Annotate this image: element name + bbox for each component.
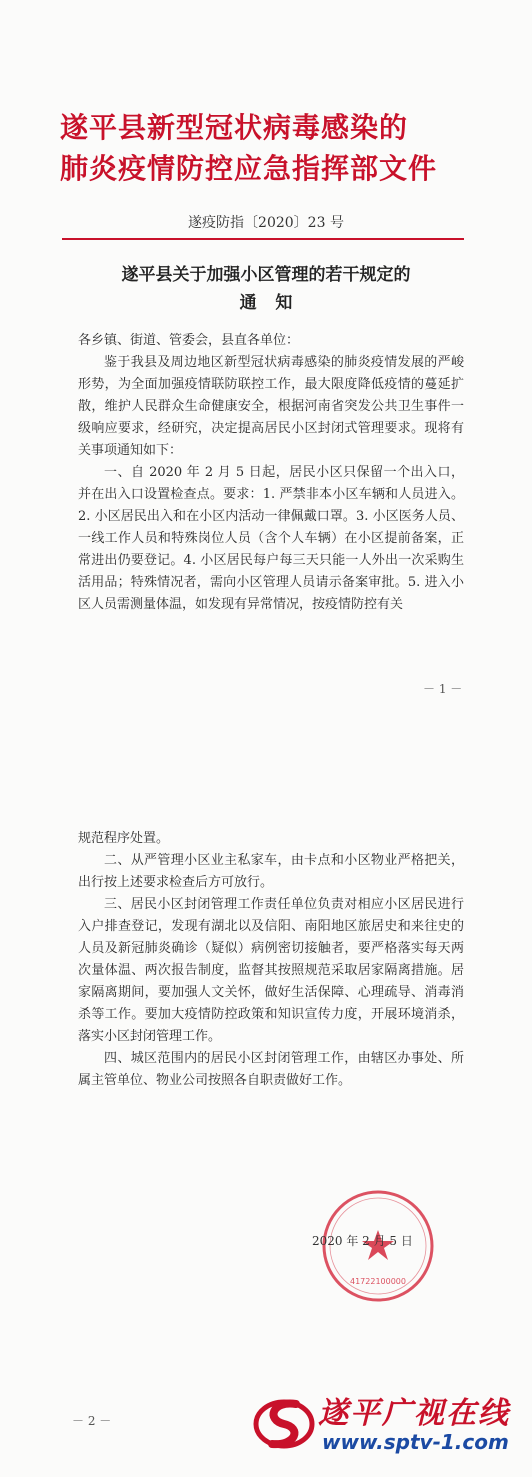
page-number: － 1 － bbox=[423, 682, 463, 696]
signature-date: 2020 年 2 月 5 日 bbox=[312, 1234, 413, 1248]
watermark-brand bbox=[252, 1384, 524, 1464]
issuing-authority-title-line2: 肺炎疫情防控应急指挥部文件 bbox=[60, 152, 438, 185]
issuing-authority-title: 遂平县新型冠状病毒感染的 bbox=[60, 111, 409, 144]
document-number: 遂疫防指〔2020〕23 号 bbox=[188, 215, 344, 231]
paragraph-item-1: 一、自 2020 年 2 月 5 日起，居民小区只保留一个出入口，并在出入口设置检查点。要求：1. 严禁非本小区车辆和人员进入。2. 小区居民出入和在小区内活动一律佩戴口罩。3. 小区医务人员、一线工作人员和特殊岗位人员（含个人车辆）在小区提前备案，正常进出仍要登记。4. 小区居民每户每三天只能一人外出一次采购生活用品；特殊情况者，需向小区管理人员请示备案审批。5. 进入小区人员需测量体温，如发现有异常情况，按疫情防控有关 bbox=[78, 465, 464, 612]
notice-title-line2: 通知 bbox=[239, 293, 312, 313]
watermark-url: www.sptv-1.com bbox=[322, 1430, 509, 1454]
notice-title: 遂平县关于加强小区管理的若干规定的 bbox=[121, 265, 411, 285]
paragraph-intro: 鉴于我县及周边地区新型冠状病毒感染的肺炎疫情发展的严峻形势，为全面加强疫情联防联控工作，最大限度降低疫情的蔓延扩散，维护人民群众生命健康安全，根据河南省突发公共卫生事件一级响应要求，经研究，决定提高居民小区封闭式管理要求。现将有关事项通知如下： bbox=[78, 355, 464, 458]
page-number-2: － 2 － bbox=[72, 1414, 112, 1428]
page2-body bbox=[78, 828, 464, 1092]
paragraph-item-3: 三、居民小区封闭管理工作责任单位负责对相应小区居民进行入户排查登记，发现有湖北以及信阳、南阳地区旅居史和来往史的人员及新冠肺炎确诊（疑似）病例密切接触者，要严格落实每天两次量体温、两次报告制度，监督其按照规范采取居家隔离措施。居家隔离期间，要加强人文关怀，做好生活保障、心理疏导、消毒消杀等工作。要加大疫情防控政策和知识宣传力度，开展环境消杀，落实小区封闭管理工作。 bbox=[78, 897, 464, 1044]
page1-body bbox=[78, 330, 464, 616]
paragraph-item-2: 二、从严管理小区业主私家车，由卡点和小区物业严格把关，出行按上述要求检查后方可放行。 bbox=[78, 853, 464, 890]
red-divider-line bbox=[62, 238, 464, 240]
swirl-s-logo-icon bbox=[252, 1390, 316, 1454]
continuation-text: 规范程序处置。 bbox=[78, 831, 170, 846]
salutation: 各乡镇、街道、管委会，县直各单位： bbox=[78, 333, 300, 348]
paragraph-item-4: 四、城区范围内的居民小区封闭管理工作，由辖区办事处、所属主管单位、物业公司按照各自职责做好工作。 bbox=[78, 1051, 464, 1088]
svg-text:41722100000: 41722100000 bbox=[350, 1277, 406, 1286]
watermark-name: 遂平广视在线 bbox=[318, 1396, 510, 1431]
